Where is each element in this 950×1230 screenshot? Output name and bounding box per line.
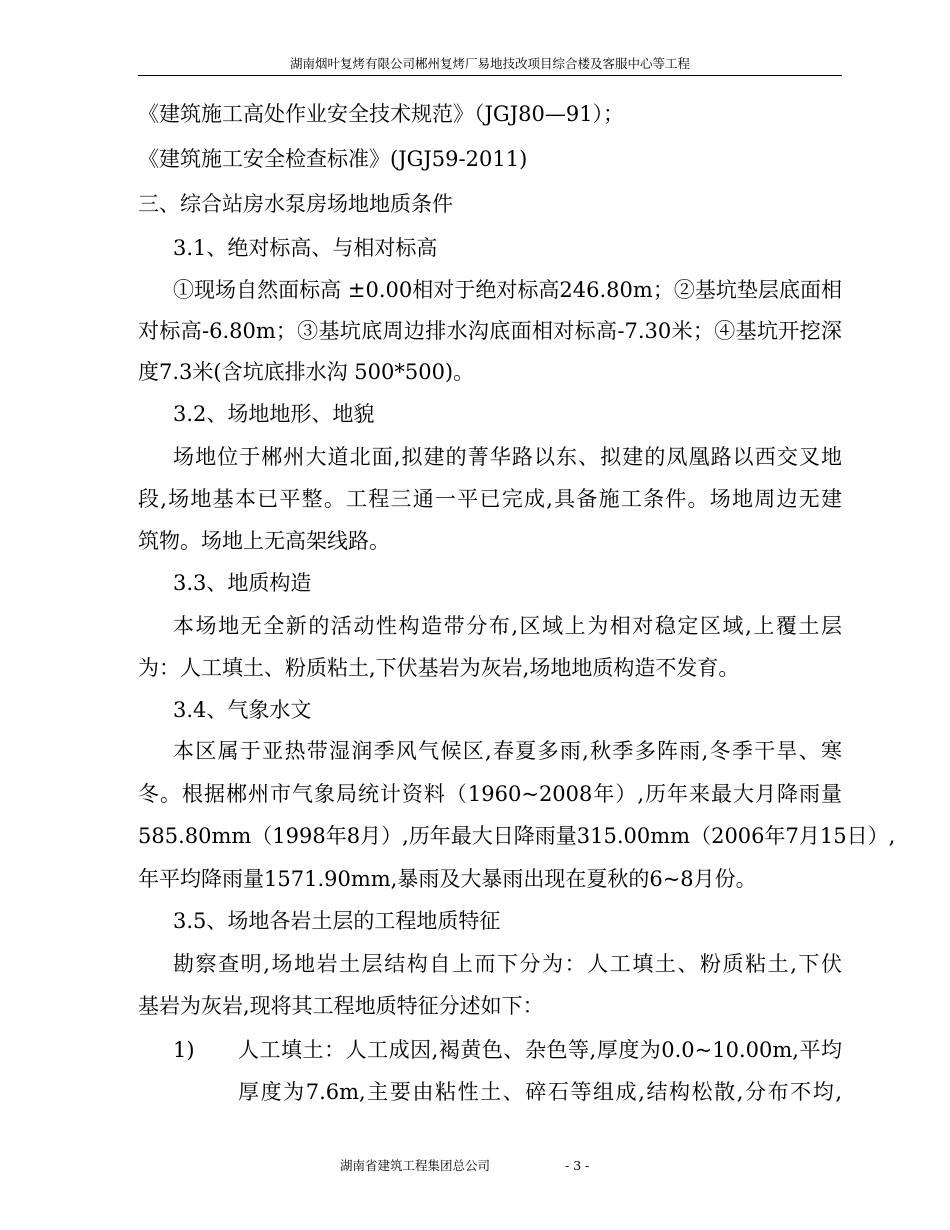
- paragraph-line: ①现场自然面标高 ±0.00相对于绝对标高246.80m；②基坑垫层底面相: [173, 278, 842, 302]
- footer-company: 湖南省建筑工程集团总公司: [340, 1158, 491, 1173]
- list-item-line: 厚度为7.6m,主要由粘性土、碎石等组成,结构松散,分布不均,: [238, 1080, 842, 1104]
- running-header: 湖南烟叶复烤有限公司郴州复烤厂易地技改项目综合楼及客服中心等工程: [289, 56, 690, 71]
- subsection-heading-3-2: 3.2、场地地形、地貌: [173, 402, 375, 426]
- list-item-number: 1): [173, 1038, 195, 1062]
- paragraph-line: 冬。根据郴州市气象局统计资料（1960~2008年）,历年来最大月降雨量: [138, 782, 842, 806]
- section-heading-3: 三、综合站房水泵房场地地质条件: [138, 192, 453, 216]
- subsection-heading-3-4: 3.4、气象水文: [173, 698, 312, 722]
- header-divider: [138, 75, 842, 76]
- paragraph-line: 段,场地基本已平整。工程三通一平已完成,具备施工条件。场地周边无建: [138, 487, 842, 511]
- subsection-heading-3-5: 3.5、场地各岩土层的工程地质特征: [173, 909, 501, 933]
- paragraph-line: 本区属于亚热带湿润季风气候区,春夏多雨,秋季多阵雨,冬季干旱、寒: [173, 739, 842, 763]
- page-number: - 3 -: [565, 1158, 590, 1173]
- paragraph-line: 筑物。场地上无高架线路。: [138, 529, 390, 553]
- text-line-spec-2: 《建筑施工安全检查标准》(JGJ59-2011): [138, 147, 528, 171]
- paragraph-line: 585.80mm（1998年8月）,历年最大日降雨量315.00mm（2006年7月15日）,: [138, 824, 896, 848]
- paragraph-line: 场地位于郴州大道北面,拟建的菁华路以东、拟建的凤凰路以西交叉地: [173, 445, 842, 469]
- list-item-line: 人工填土：人工成因,褐黄色、杂色等,厚度为0.0~10.00m,平均: [238, 1038, 842, 1062]
- paragraph-line: 本场地无全新的活动性构造带分布,区域上为相对稳定区域,上覆土层: [173, 614, 842, 638]
- paragraph-line: 为：人工填土、粉质粘土,下伏基岩为灰岩,场地地质构造不发育。: [138, 656, 740, 680]
- subsection-heading-3-3: 3.3、地质构造: [173, 571, 312, 595]
- text-line-spec-1: 《建筑施工高处作业安全技术规范》（JGJ80—91）；: [138, 102, 625, 126]
- paragraph-line: 基岩为灰岩,现将其工程地质特征分述如下：: [138, 994, 544, 1018]
- subsection-heading-3-1: 3.1、绝对标高、与相对标高: [173, 236, 438, 260]
- paragraph-line: 勘察查明,场地岩土层结构自上而下分为：人工填土、粉质粘土,下伏: [173, 952, 842, 976]
- paragraph-line: 年平均降雨量1571.90mm,暴雨及大暴雨出现在夏秋的6~8月份。: [138, 867, 757, 891]
- paragraph-line: 对标高-6.80m；③基坑底周边排水沟底面相对标高-7.30米；④基坑开挖深: [138, 319, 842, 343]
- paragraph-line: 度7.3米(含坑底排水沟 500*500)。: [138, 360, 475, 384]
